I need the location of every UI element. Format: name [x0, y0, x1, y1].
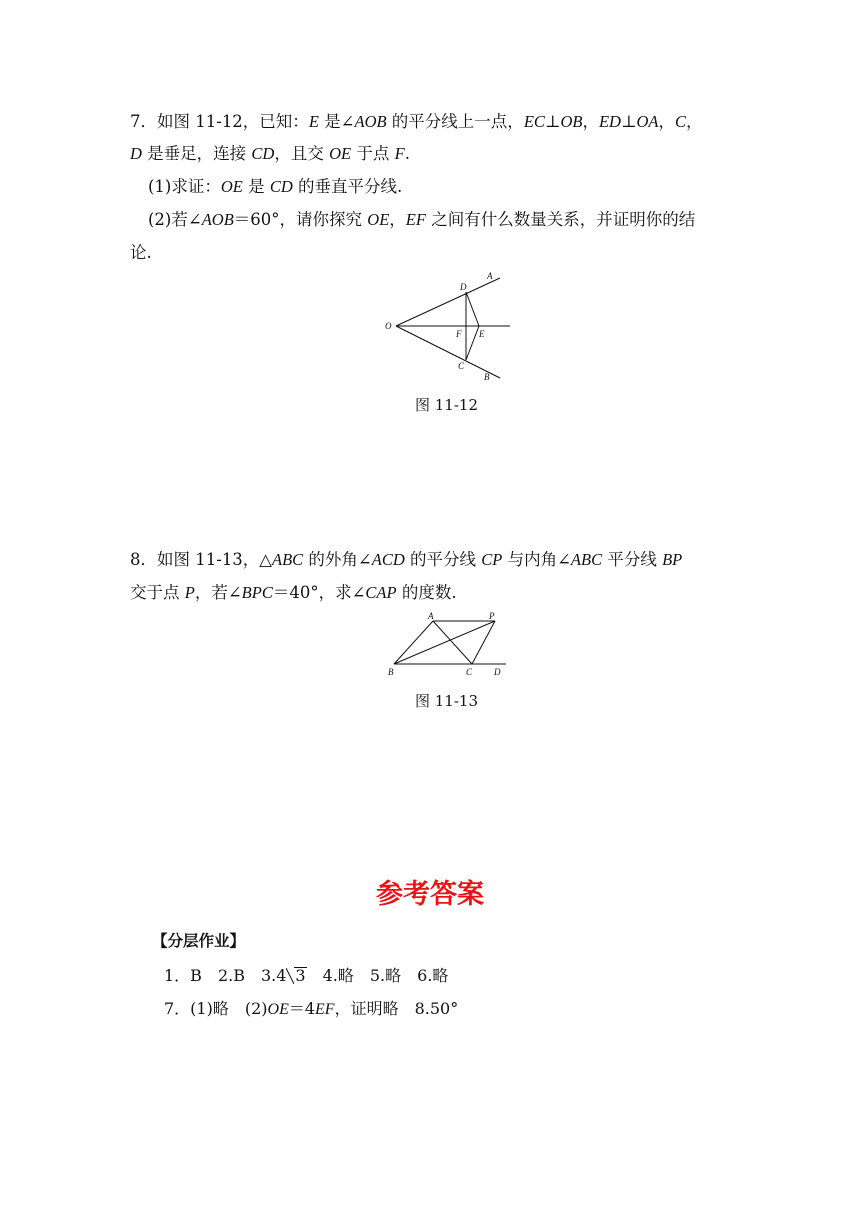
- label-b: B: [388, 667, 394, 677]
- problem8-line2: 交于点 P，若∠BPC＝40°，求∠CAP 的度数.: [130, 583, 457, 602]
- label-a: A: [487, 271, 493, 281]
- label-c: C: [466, 667, 473, 677]
- segment-de: [466, 292, 479, 326]
- problem7-line2: D 是垂足，连接 CD，且交 OE 于点 F.: [130, 144, 410, 163]
- sqrt-symbol: 3: [295, 966, 306, 985]
- figure-11-12: [380, 268, 520, 386]
- label-d: D: [494, 667, 501, 677]
- label-c: C: [458, 361, 465, 371]
- figure-11-12-caption: 图 11-12: [415, 396, 479, 414]
- segment-bp: [394, 621, 495, 664]
- ray-oa: [396, 278, 500, 326]
- problem8-line1: 8．如图 11-13，△ABC 的外角∠ACD 的平分线 CP 与内角∠ABC 平分线 BP: [130, 550, 683, 569]
- segment-ac: [433, 621, 472, 664]
- problem7-part2: (2)若∠AOB＝60°，请你探究 OE，EF 之间有什么数量关系，并证明你的结: [148, 210, 696, 229]
- figure-11-13-caption: 图 11-13: [415, 692, 479, 710]
- segment-cp: [472, 621, 495, 664]
- label-e: E: [479, 329, 485, 339]
- label-b: B: [484, 372, 490, 382]
- answers-row-2: 7．(1)略 (2)OE＝4EF，证明略 8.50°: [164, 999, 459, 1018]
- label-d: D: [460, 282, 467, 292]
- problem7-part1: (1)求证：OE 是 CD 的垂直平分线.: [148, 177, 403, 196]
- segment-ce: [466, 326, 479, 360]
- answers-row-1: 1．B 2.B 3.4 3 4.略 5.略 6.略: [164, 966, 449, 985]
- label-o: O: [385, 321, 392, 331]
- problem7-line5: 论.: [130, 243, 152, 262]
- segment-ba: [394, 621, 433, 664]
- answers-section-heading: 【分层作业】: [152, 932, 246, 950]
- label-p: P: [489, 611, 495, 621]
- answers-title: 参考答案: [376, 879, 484, 910]
- label-a: A: [428, 611, 434, 621]
- problem7-line1: 7．如图 11-12，已知：E 是∠AOB 的平分线上一点，EC⊥OB，ED⊥OA，C，: [130, 112, 703, 131]
- figure-11-13: [380, 604, 515, 682]
- label-f: F: [456, 329, 462, 339]
